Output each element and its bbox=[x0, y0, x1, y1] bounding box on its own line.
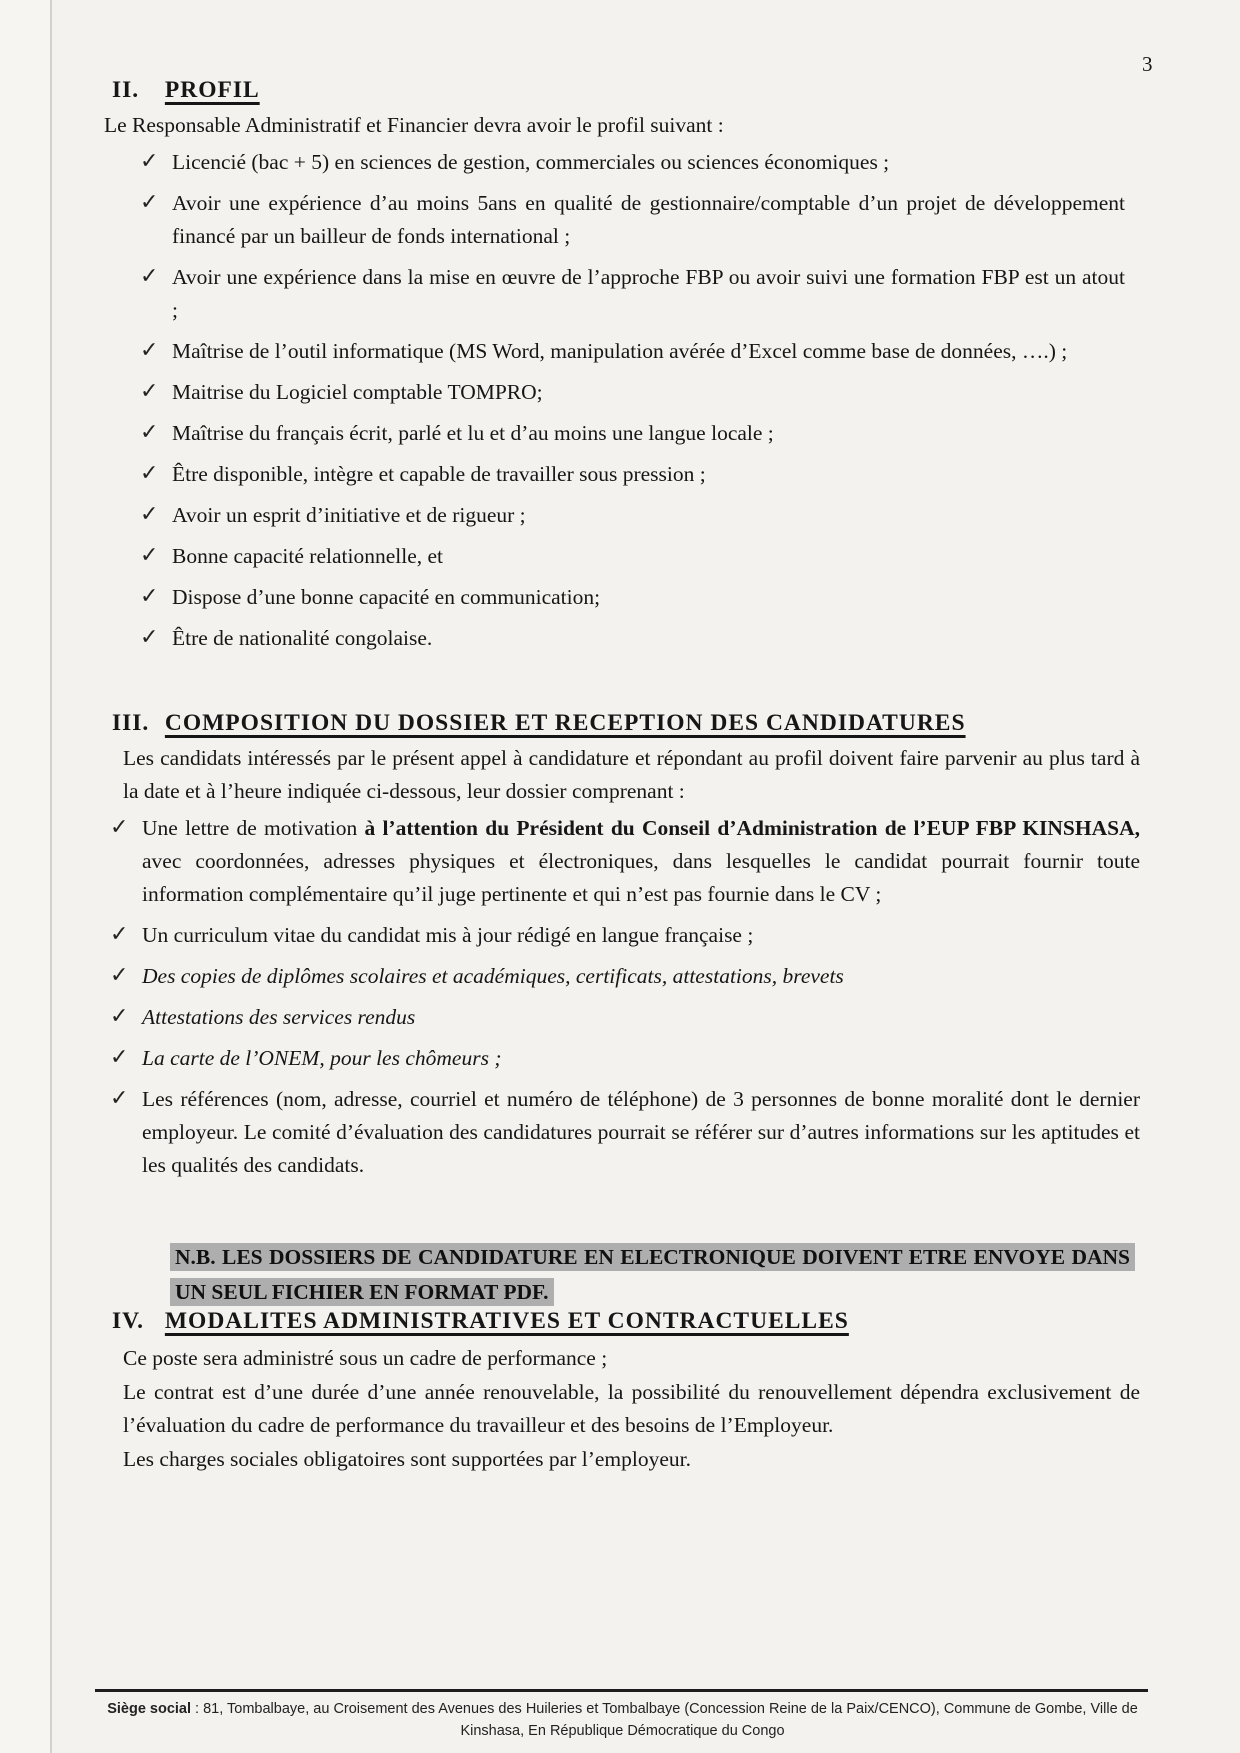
check-icon: ✓ bbox=[140, 149, 159, 174]
section-modalites-numeral: IV. bbox=[112, 1308, 144, 1334]
scan-edge-line bbox=[50, 0, 52, 1753]
check-icon: ✓ bbox=[110, 815, 129, 840]
checklist-item-text: Dispose d’une bonne capacité en communication; bbox=[172, 585, 601, 609]
checklist-item bbox=[140, 376, 1125, 409]
checklist-item bbox=[140, 581, 1125, 614]
checklist-item-text: Bonne capacité relationnelle, et bbox=[172, 544, 444, 568]
check-icon: ✓ bbox=[110, 1045, 129, 1070]
checklist-item bbox=[110, 812, 1140, 911]
section-profil-title: PROFIL bbox=[164, 77, 260, 103]
footer-address: : 81, Tombalbaye, au Croisement des Avenues des Huileries et Tombalbaye (Concession Reine de la Paix/CENCO), Commune de Gombe, Ville de Kinshasa, En République Démocratique du Congo bbox=[191, 1701, 1138, 1739]
footer-label: Siège social bbox=[107, 1701, 192, 1717]
checklist-item bbox=[110, 1042, 1140, 1075]
checklist-item-text: Être de nationalité congolaise. bbox=[172, 626, 433, 650]
scan-margin bbox=[0, 0, 50, 1753]
checklist-item bbox=[140, 146, 1125, 179]
section-composition-heading bbox=[100, 708, 1140, 738]
paragraph: Ce poste sera administré sous un cadre de performance ; bbox=[123, 1346, 608, 1370]
checklist-item-text: Attestations des services rendus bbox=[142, 1005, 416, 1029]
section-composition bbox=[100, 708, 1140, 1190]
checklist-item-text: Maîtrise du français écrit, parlé et lu et d’au moins une langue locale ; bbox=[172, 421, 774, 445]
checklist-item bbox=[140, 261, 1125, 327]
checklist-item-text: Une lettre de motivation à l’attention du Président du Conseil d’Administration de l’EUP FBP KINSHASA, avec coordonnées, adresses physiques et électroniques, dans lesquelles le candidat pourrait fournir toute information complémentaire qu’il juge pertinente et qui n’est pas fournie dans le CV ; bbox=[142, 816, 1140, 906]
profil-checklist bbox=[140, 146, 1125, 655]
section-profil-intro: Le Responsable Administratif et Financier devra avoir le profil suivant : bbox=[104, 113, 724, 137]
section-composition-title: COMPOSITION DU DOSSIER ET RECEPTION DES CANDIDATURES bbox=[164, 710, 966, 736]
section-modalites-title: MODALITES ADMINISTRATIVES ET CONTRACTUELLES bbox=[164, 1308, 849, 1334]
checklist-item bbox=[140, 499, 1125, 532]
composition-checklist bbox=[110, 812, 1140, 1182]
section-modalites-paragraphs bbox=[123, 1342, 1140, 1476]
checklist-item bbox=[110, 919, 1140, 952]
page-number: 3 bbox=[1142, 52, 1153, 76]
check-icon: ✓ bbox=[140, 502, 159, 527]
checklist-item bbox=[140, 417, 1125, 450]
section-profil-numeral: II. bbox=[112, 77, 140, 103]
checklist-item-text: La carte de l’ONEM, pour les chômeurs ; bbox=[142, 1046, 502, 1070]
checklist-item bbox=[140, 458, 1125, 491]
nb-notice-text: N.B. LES DOSSIERS DE CANDIDATURE EN ELECTRONIQUE DOIVENT ETRE ENVOYE DANS UN SEUL FICHIER EN FORMAT PDF. bbox=[170, 1243, 1135, 1306]
section-profil bbox=[100, 75, 1140, 663]
checklist-item bbox=[110, 960, 1140, 993]
check-icon: ✓ bbox=[140, 338, 159, 363]
paragraph: Le contrat est d’une durée d’une année renouvelable, la possibilité du renouvellement dépendra exclusivement de l’évaluation du cadre de performance du travailleur et des besoins de l’Employeur. bbox=[123, 1379, 1140, 1437]
footer bbox=[100, 1698, 1145, 1742]
checklist-item-text: Les références (nom, adresse, courriel et numéro de téléphone) de 3 personnes de bonne moralité dont le dernier employeur. Le comité d’évaluation des candidatures pourrait se référer sur d’autres informations sur les aptitudes et les qualités des candidats. bbox=[142, 1087, 1140, 1177]
checklist-item-text: Maitrise du Logiciel comptable TOMPRO; bbox=[172, 380, 543, 404]
checklist-item-text: Avoir une expérience dans la mise en œuvre de l’approche FBP ou avoir suivi une formation FBP est un atout ; bbox=[172, 265, 1125, 322]
check-icon: ✓ bbox=[140, 379, 159, 404]
checklist-item-text: Être disponible, intègre et capable de travailler sous pression ; bbox=[172, 462, 706, 486]
check-icon: ✓ bbox=[110, 1086, 129, 1111]
checklist-item-text: Avoir une expérience d’au moins 5ans en qualité de gestionnaire/comptable d’un projet de développement financé par un bailleur de fonds international ; bbox=[172, 191, 1125, 248]
checklist-item-text: Avoir un esprit d’initiative et de rigueur ; bbox=[172, 503, 526, 527]
checklist-item bbox=[110, 1083, 1140, 1182]
check-icon: ✓ bbox=[140, 543, 159, 568]
check-icon: ✓ bbox=[110, 963, 129, 988]
section-composition-numeral: III. bbox=[112, 710, 150, 736]
section-modalites bbox=[100, 1306, 1140, 1476]
section-modalites-heading bbox=[100, 1306, 1140, 1336]
footer-rule bbox=[95, 1689, 1148, 1692]
section-profil-heading bbox=[100, 75, 1140, 105]
paragraph: Les charges sociales obligatoires sont supportées par l’employeur. bbox=[123, 1446, 692, 1471]
check-icon: ✓ bbox=[140, 584, 159, 609]
checklist-item-text: Un curriculum vitae du candidat mis à jour rédigé en langue française ; bbox=[142, 923, 754, 947]
check-icon: ✓ bbox=[110, 1004, 129, 1029]
checklist-item bbox=[140, 335, 1125, 368]
checklist-item-text: Licencié (bac + 5) en sciences de gestion, commerciales ou sciences économiques ; bbox=[172, 150, 890, 174]
checklist-item bbox=[140, 187, 1125, 253]
checklist-item-text: Des copies de diplômes scolaires et académiques, certificats, attestations, brevets bbox=[142, 964, 844, 988]
check-icon: ✓ bbox=[140, 264, 159, 289]
check-icon: ✓ bbox=[140, 625, 159, 650]
check-icon: ✓ bbox=[140, 461, 159, 486]
section-composition-intro: Les candidats intéressés par le présent appel à candidature et répondant au profil doivent faire parvenir au plus tard à la date et à l’heure indiquée ci-dessous, leur dossier comprenant : bbox=[123, 746, 1140, 803]
checklist-item bbox=[140, 622, 1125, 655]
nb-notice bbox=[170, 1240, 1135, 1310]
checklist-item bbox=[110, 1001, 1140, 1034]
check-icon: ✓ bbox=[140, 420, 159, 445]
check-icon: ✓ bbox=[110, 922, 129, 947]
checklist-item bbox=[140, 540, 1125, 573]
check-icon: ✓ bbox=[140, 190, 159, 215]
checklist-item-text: Maîtrise de l’outil informatique (MS Word, manipulation avérée d’Excel comme base de données, ….) ; bbox=[172, 339, 1068, 363]
